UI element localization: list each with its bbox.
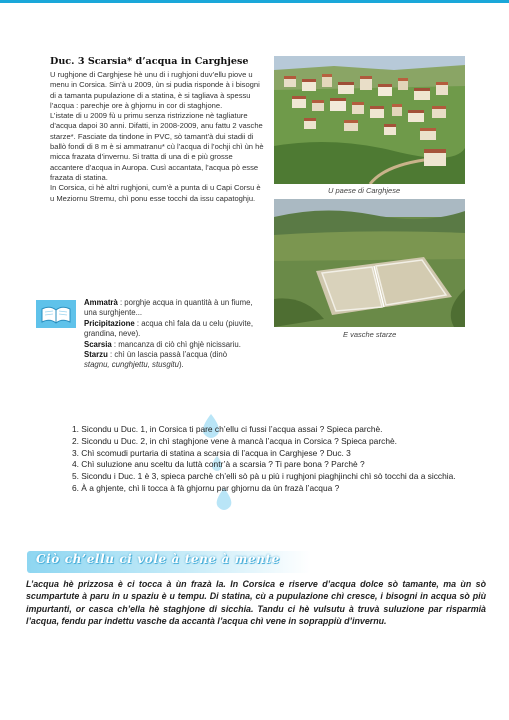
question-item: 5. Sicondu i Duc. 1 è 3, spieca parchè ch’elli sò pà u più i rughjoni piaghjinchi chì sò tocchi da a sicchia. <box>72 471 456 482</box>
top-accent-bar <box>0 0 509 3</box>
glossary-item: Ammatrà : porghje acqua in quantità à un fiume, una surghjente... <box>84 298 253 318</box>
reservoir-photo <box>274 199 465 327</box>
glossary <box>84 298 254 371</box>
glossary-item: Pricipitazione : acqua chì fala da u celu (piuvite, grandina, neve). <box>84 318 254 339</box>
glossary-item: Starzu : chì ùn lascia passà l’acqua (dinò stagnu, cunghjettu, stusgitu). <box>84 350 228 370</box>
duc3-paragraph-1: U rughjone di Carghjese hè unu di i rughjoni duv’ellu piove u menu in Corsica. Sin’à u 2009, ùn si pudia risponde à i bisogni di a tamanta pupulazione di a statina, è si tagliava à spessu l’acqua : parechje ore à ghjornu in cor di staghjone. <box>50 70 260 110</box>
question-item: 6. À a ghjente, chì li tocca à fà ghjornu par ghjornu da ùn frazà l’acqua ? <box>72 482 340 493</box>
summary-text: L’acqua hè prizzosa è ci tocca à ùn frazà la. In Corsica e riserve d’acqua dolce sò tamante, ma ùn sò scumpartute à paru in u spaziu è u tempu. Di statina, cù a pupulazione chì cresce, i bisogni in acqua sò più impurtanti, or casca ch’ella hè staghjone di sicchia. Tandu ci hè vulsutu à truvà suluzione par risparmià l’acqua, fendu par indettu vasche da accantà l’acqua chì vene in soprappiù d’invernu. <box>26 579 486 626</box>
questions-list <box>72 424 472 495</box>
question-item: 2. Sicondu u Duc. 2, in chì staghjone vene à mancà l’acqua in Corsica ? Spieca parchè. <box>72 435 397 446</box>
duc3-section <box>50 56 264 204</box>
duc3-paragraph-3: In Corsica, ci hè altri rughjoni, cum’è a punta di u Capi Corsu è u Meziornu Stremu, chì ponu esse tocchi da issu capatoghju. <box>50 183 261 203</box>
reservoir-photo-caption: E vasche starze <box>343 330 397 339</box>
village-photo-caption: U paese di Carghjese <box>328 186 401 195</box>
village-photo <box>274 56 465 184</box>
summary-banner-title: Ciò ch’ellu ci vole à tene à mente <box>36 552 280 566</box>
book-icon <box>36 300 76 328</box>
question-item: 3. Chì scomudi purtaria di statina a scarsia di l’acqua in Carghjese ? Duc. 3 <box>72 447 351 458</box>
question-item: 1. Sicondu u Duc. 1, in Corsica ti pare ch’ellu ci fussi l’acqua assai ? Spieca parchè. <box>72 424 383 434</box>
glossary-item: Scarsia : mancanza di ciò chì ghjè nicissariu. <box>84 339 241 349</box>
question-item: 4. Chì suluzione anu sceltu da luttà contr’à a scarsia ? Ti pare bona ? Parchè ? <box>72 459 365 470</box>
duc3-title: Duc. 3 Scarsia* d’acqua in Carghjese <box>50 56 249 67</box>
duc3-paragraph-2: L’istate di u 2009 fù u primu senza ristrizzione nè tagliature d’acqua dapoi 30 anni. Difatti, in 2008-2009, anu fattu 2 vasche starze*. Fasciate da tindone in PVC, sò tamant’à dui stadii di ballò fondi di 8 m è si ammatranu* cù l’acqua di l’ochji chì ùn hè micca frazata d’invernu. Si tratta di una di e più grosse accantere d’acqua in Auropa. Cusì accantata, l’acqua pò esse frazata di statina. <box>50 111 264 182</box>
